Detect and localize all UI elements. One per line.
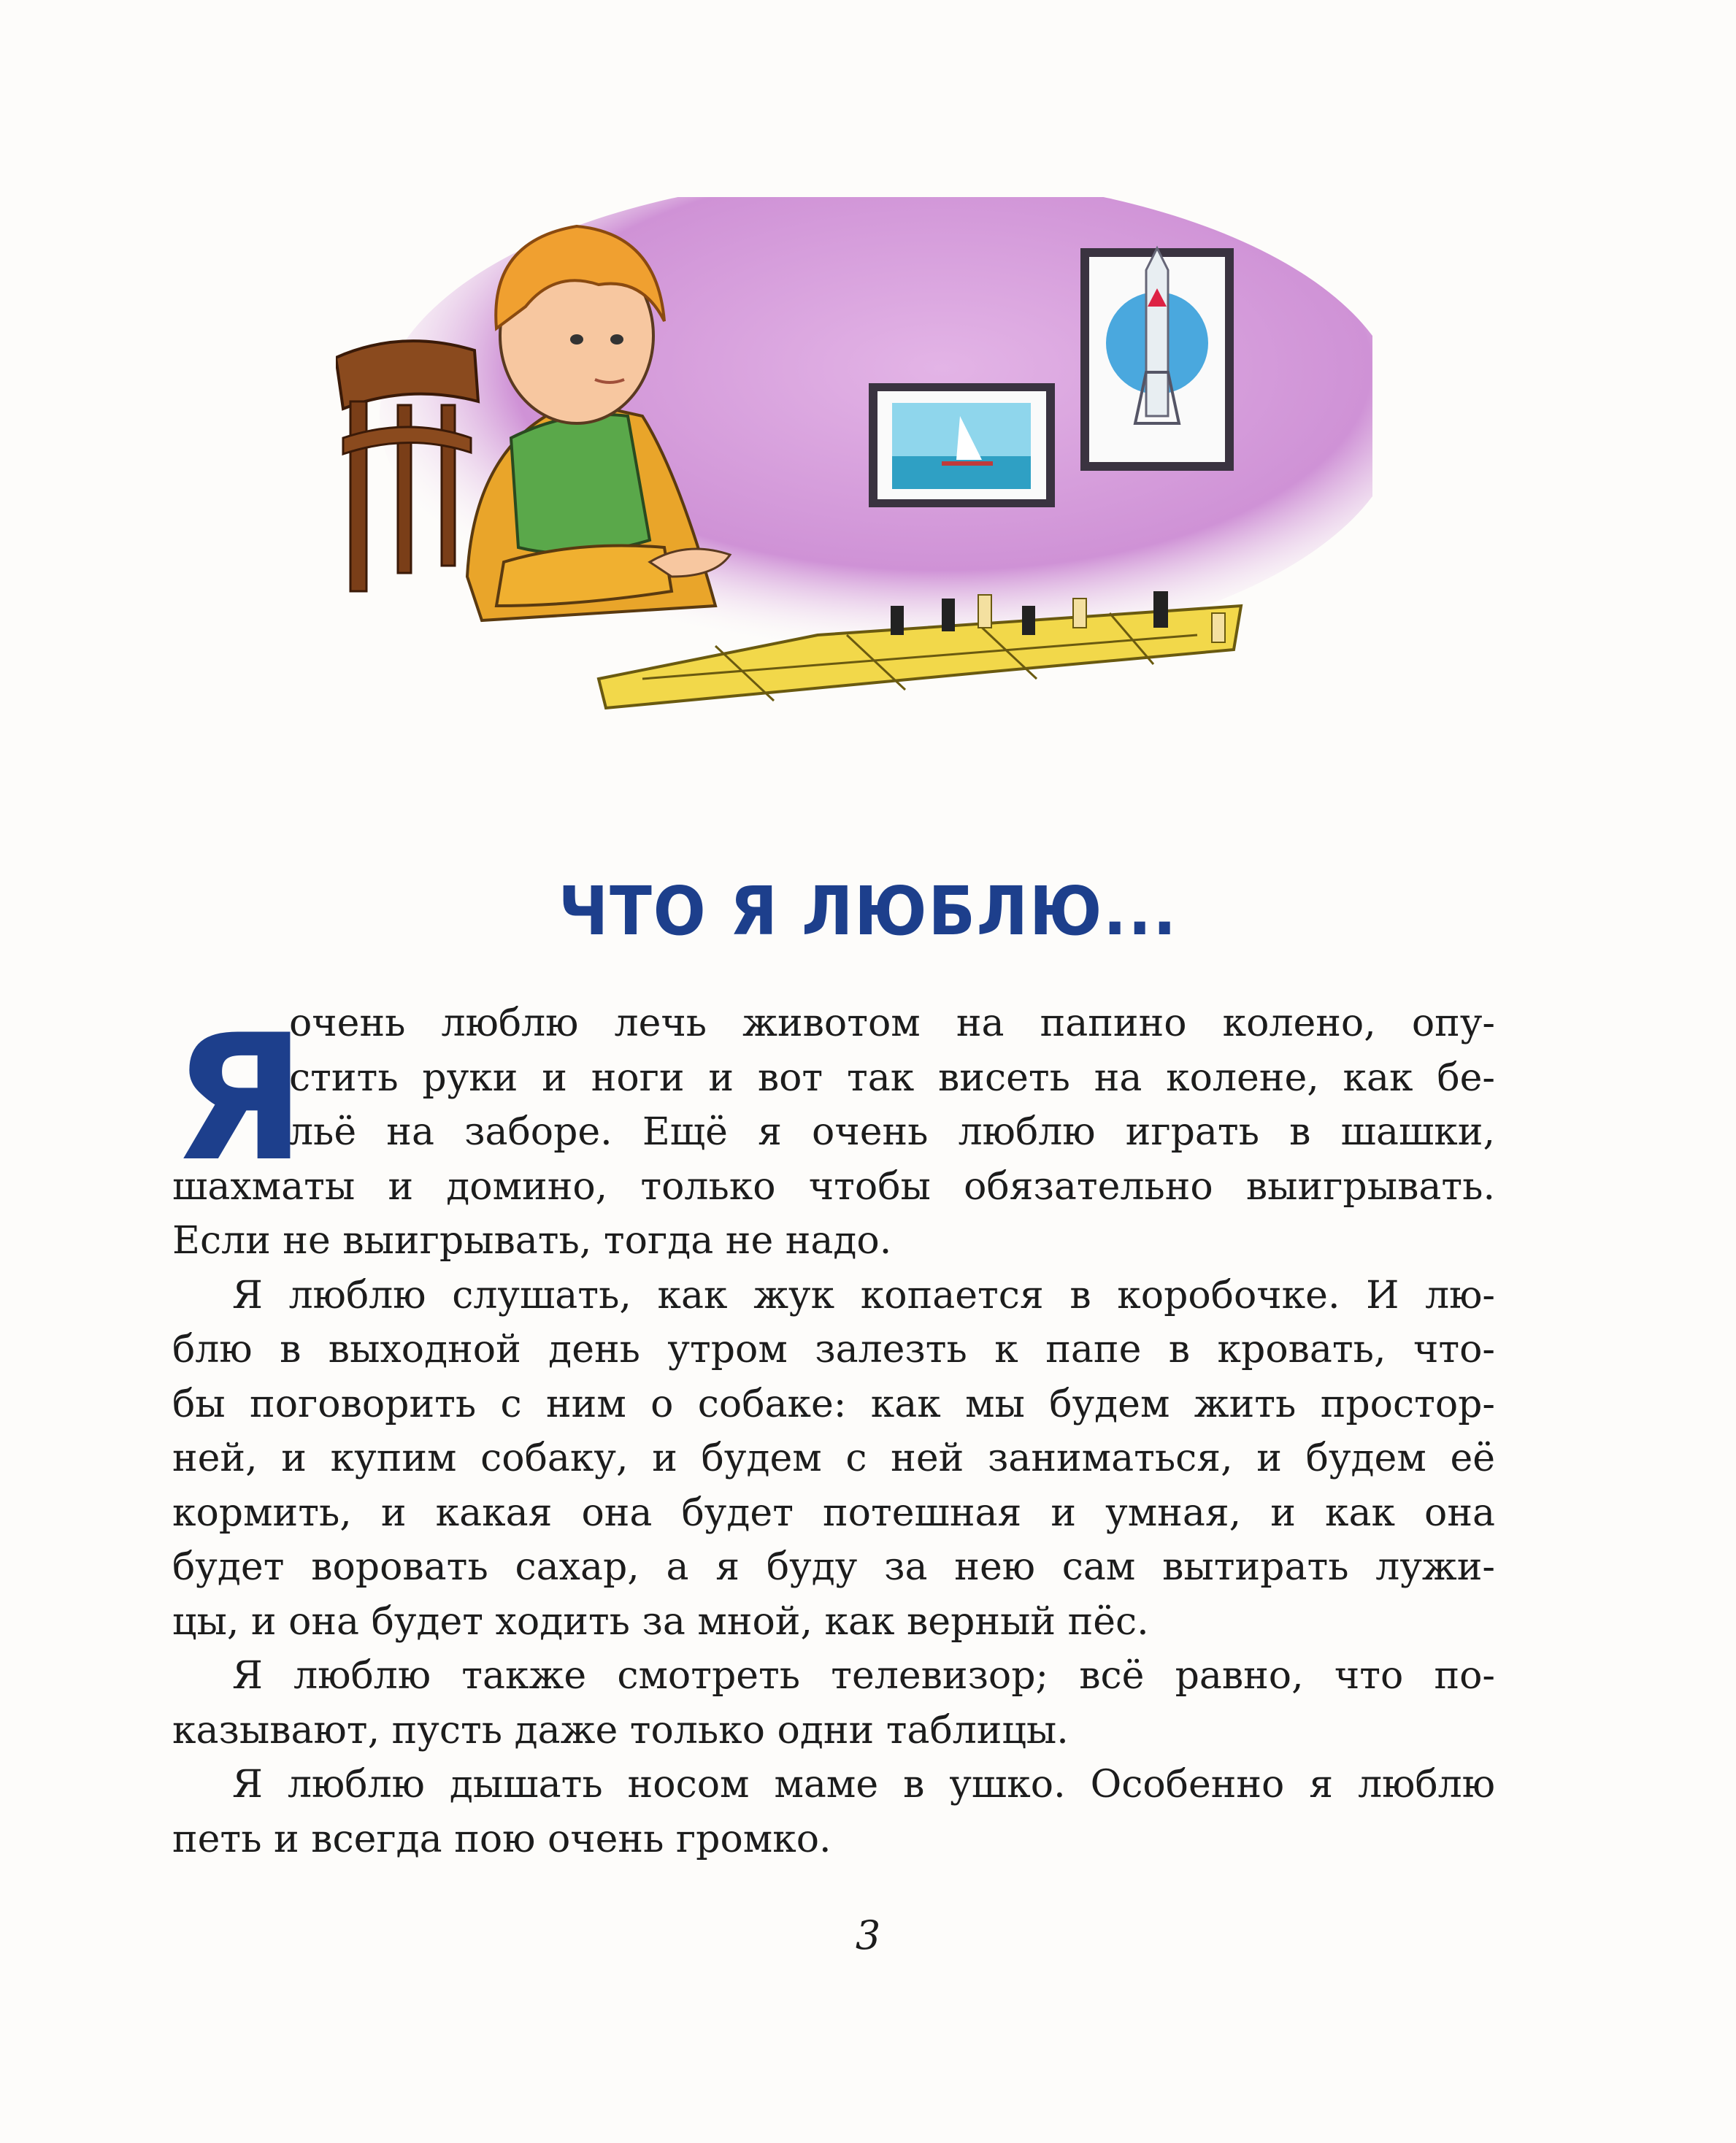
- text-line: стить руки и ноги и вот так висеть на колене, как бе-: [289, 1055, 1495, 1100]
- text-line: Я люблю слушать, как жук копается в коробочке. И лю-: [232, 1273, 1495, 1317]
- text-line: казывают, пусть даже только одни таблицы.: [172, 1708, 1069, 1753]
- text-line: блю в выходной день утром залезть к папе в кровать, что-: [172, 1328, 1495, 1371]
- sailboat-picture: [869, 383, 1055, 507]
- text-line: ней, и купим собаку, и будем с ней заниматься, и будем её: [172, 1436, 1495, 1480]
- text-line: очень люблю лечь животом на папино колено, опу-: [289, 1001, 1495, 1045]
- rocket-picture: [1080, 248, 1234, 471]
- page-number: 3: [855, 1912, 881, 1958]
- text-line: цы, и она будет ходить за мной, как верный пёс.: [172, 1599, 1149, 1644]
- text-line: петь и всегда пою очень громко.: [172, 1817, 831, 1861]
- text-line: бы поговорить с ним о собаке: как мы будем жить простор-: [172, 1382, 1495, 1426]
- chess-boy-illustration: [336, 197, 1372, 781]
- text-line: кормить, и какая она будет потешная и умная, и как она: [172, 1490, 1495, 1535]
- text-line: будет воровать сахар, а я буду за нею сам вытирать лужи-: [172, 1545, 1495, 1589]
- story-text: [172, 996, 1495, 1866]
- text-line: шахматы и домино, только чтобы обязательно выигрывать.: [172, 1164, 1495, 1209]
- page-title: ЧТО Я ЛЮБЛЮ...: [558, 872, 1178, 950]
- text-line: Я люблю также смотреть телевизор; всё равно, что по-: [232, 1654, 1495, 1698]
- drop-cap: Я: [172, 998, 307, 1200]
- text-line: Я люблю дышать носом маме в ушко. Особенно я люблю: [232, 1763, 1495, 1807]
- text-line: Если не выигрывать, тогда не надо.: [172, 1219, 892, 1263]
- text-line: льё на заборе. Ещё я очень люблю играть в шашки,: [289, 1110, 1495, 1154]
